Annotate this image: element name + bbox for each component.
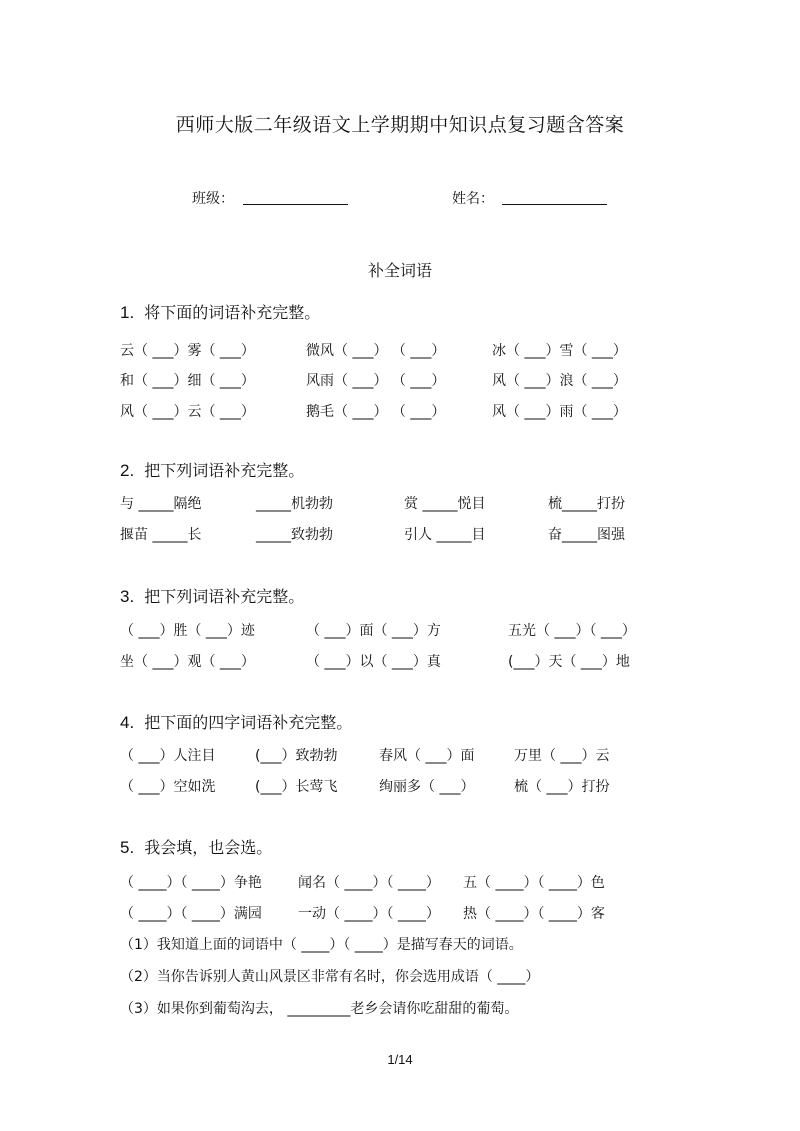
q1-title: 将下面的词语补充完整。 bbox=[144, 303, 321, 322]
q1-item: 微风（ ___） （ ___） bbox=[306, 343, 446, 359]
q4-item: 绚丽多（ ___） bbox=[379, 779, 475, 795]
q3-heading bbox=[120, 584, 304, 607]
q5-item: （ ____）（ ____）争艳 bbox=[120, 875, 262, 891]
q4-item: 梳（ ___）打扮 bbox=[514, 779, 610, 795]
q4-item: (___）致勃勃 bbox=[255, 748, 338, 764]
q2-item: 奋_____图强 bbox=[548, 527, 625, 543]
q2-item: 引人 _____目 bbox=[404, 527, 486, 543]
q1-item: 云（ ___）雾（ ___） bbox=[120, 343, 255, 359]
q5-item: （ ____）（ ____）满园 bbox=[120, 906, 262, 922]
q2-title: 把下列词语补充完整。 bbox=[144, 461, 305, 480]
q1-item: 风（ ___）雨（ ___） bbox=[492, 404, 627, 420]
name-label: 姓名： bbox=[452, 191, 494, 207]
section-title: 补全词语 bbox=[367, 261, 432, 280]
class-label: 班级： bbox=[192, 191, 234, 207]
q1-item: 风（ ___）浪（ ___） bbox=[492, 373, 627, 389]
q5-title: 我会填，也会选。 bbox=[144, 838, 273, 857]
q4-item: (___）长莺飞 bbox=[255, 779, 338, 795]
q5-number: 5. bbox=[120, 838, 135, 857]
q1-item: 冰（ ___）雪（ ___） bbox=[492, 343, 627, 359]
q5-heading bbox=[120, 835, 272, 858]
q5-subquestion: （2）当你告诉别人黄山风景区非常有名时，你会选用成语（ ____） bbox=[120, 969, 540, 985]
q2-item: _____致勃勃 bbox=[256, 527, 333, 543]
q2-number: 2. bbox=[120, 461, 135, 480]
q4-heading bbox=[120, 710, 352, 733]
document-title: 西师大版二年级语文上学期期中知识点复习题含答案 bbox=[175, 114, 625, 136]
q3-number: 3. bbox=[120, 587, 135, 606]
name-blank-line bbox=[502, 204, 607, 205]
q1-heading bbox=[120, 300, 320, 323]
q5-subquestion: （1）我知道上面的词语中（ ____）（ ____）是描写春天的词语。 bbox=[120, 937, 523, 953]
q5-subquestion: （3）如果你到葡萄沟去， _________老乡会请你吃甜甜的葡萄。 bbox=[120, 1001, 519, 1017]
q2-heading bbox=[120, 458, 304, 481]
q4-title: 把下面的四字词语补充完整。 bbox=[144, 713, 353, 732]
q5-item: 一动（ ____）（ ____） bbox=[298, 906, 440, 922]
q2-item: 赏 _____悦目 bbox=[404, 496, 486, 512]
q4-item: 万里（ ___）云 bbox=[514, 748, 610, 764]
q1-number: 1. bbox=[120, 303, 135, 322]
q3-item: (___）天（ ___）地 bbox=[508, 654, 630, 670]
q2-item: _____机勃勃 bbox=[256, 496, 333, 512]
q3-title: 把下列词语补充完整。 bbox=[144, 587, 305, 606]
q5-item: 五（ ____）（ ____）色 bbox=[463, 875, 605, 891]
class-blank-line bbox=[243, 204, 348, 205]
q4-item: 春风（ ___）面 bbox=[379, 748, 475, 764]
q2-item: 与 _____隔绝 bbox=[120, 496, 202, 512]
q4-number: 4. bbox=[120, 713, 135, 732]
q1-item: 风（ ___）云（ ___） bbox=[120, 404, 255, 420]
q4-item: （ ___）空如洗 bbox=[120, 779, 216, 795]
q1-item: 鹅毛（ ___） （ ___） bbox=[306, 404, 446, 420]
q3-item: （ ___）以（ ___）真 bbox=[306, 654, 441, 670]
q1-item: 风雨（ ___） （ ___） bbox=[306, 373, 446, 389]
q2-item: 揠苗 _____长 bbox=[120, 527, 202, 543]
q5-item: 闻名（ ____）（ ____） bbox=[298, 875, 440, 891]
q2-item: 梳_____打扮 bbox=[548, 496, 625, 512]
q4-item: （ ___）人注目 bbox=[120, 748, 216, 764]
q5-item: 热（ ____）（ ____）客 bbox=[463, 906, 605, 922]
q3-item: 坐（ ___）观（ ___） bbox=[120, 654, 255, 670]
q3-item: （ ___）面（ ___）方 bbox=[306, 623, 441, 639]
q3-item: （ ___）胜（ ___）迹 bbox=[120, 623, 255, 639]
q1-item: 和（ ___）细（ ___） bbox=[120, 373, 255, 389]
q3-item: 五光（ ___）（ ___） bbox=[508, 623, 636, 639]
page-number: 1/14 bbox=[387, 1052, 413, 1067]
